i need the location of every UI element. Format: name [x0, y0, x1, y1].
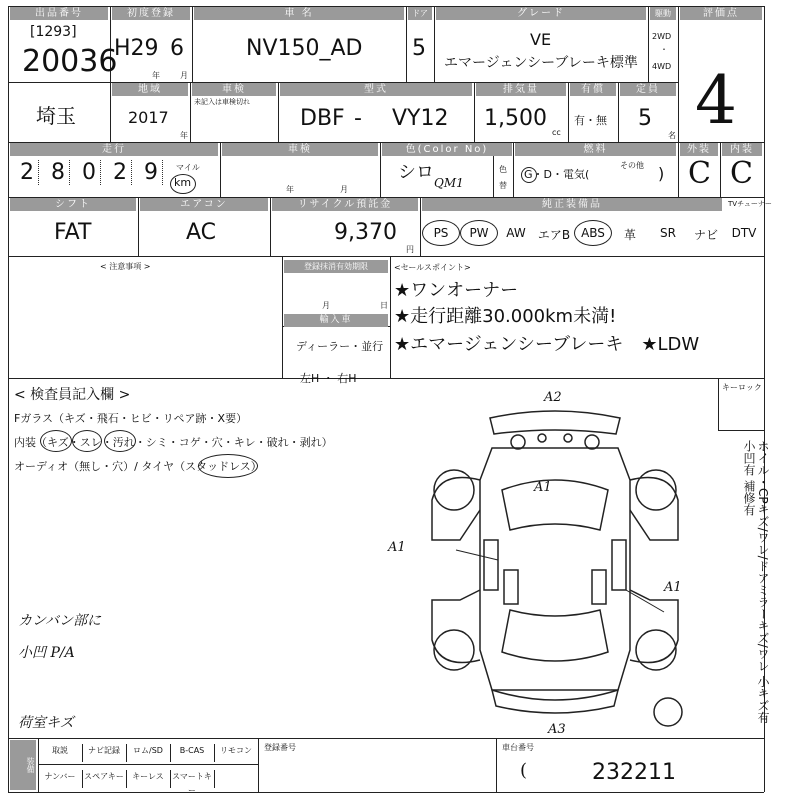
footer-item: 取説	[38, 744, 83, 762]
color-code: QM1	[434, 176, 464, 190]
shaken-month: 月	[340, 185, 348, 194]
footer-item	[214, 770, 259, 788]
scuff-circle	[72, 430, 102, 452]
footer-item: B-CAS	[170, 744, 215, 762]
int-header: 内装	[722, 143, 762, 156]
capacity-header: 定員	[620, 83, 676, 96]
model-header: 車 名	[194, 7, 404, 20]
ext-grade: C	[688, 156, 711, 191]
recycle-header: リサイクル預託金	[272, 198, 418, 211]
inspector-line3: オーディオ（無し・穴）/ タイヤ（スタッドレス）	[14, 460, 262, 473]
sales-point-2: ★走行距離30.000km未満!	[394, 306, 617, 327]
equipment-list	[422, 212, 764, 256]
ac-header: エアコン	[140, 198, 268, 211]
footer-item: スマートキー	[170, 770, 215, 788]
capacity-unit: 名	[668, 131, 676, 140]
lot-header: 出品番号	[10, 7, 108, 20]
shaken-header: 車検	[222, 143, 378, 156]
side-legend: ホイル・CPキズ/ワレ/ドアミラーキズ/ワレ 小キズ有 小凹有 補修有	[742, 440, 770, 724]
mileage-digit: 9	[140, 160, 163, 185]
score-header: 評価点	[680, 7, 762, 20]
first-reg-month-unit: 月	[180, 71, 188, 80]
mileage-digit: 0	[78, 160, 101, 185]
drive-2wd: 2WD	[652, 32, 672, 41]
hand-note-2: 小凹 P/A	[18, 645, 75, 661]
shift: FAT	[54, 220, 92, 245]
first-reg-header: 初度登録	[112, 7, 190, 20]
score-value: 4	[695, 62, 737, 139]
equip-item: PS	[422, 220, 460, 246]
type-prefix: DBF	[300, 106, 345, 131]
chassis-number: 232211	[592, 760, 676, 785]
equip-item: 革	[623, 228, 636, 242]
footer-equip-label: 装備	[10, 740, 36, 790]
region-header: 地域	[112, 83, 188, 96]
km-unit: km	[174, 176, 192, 189]
fuel-header: 燃料	[515, 143, 676, 156]
mark-center: A1	[534, 480, 552, 495]
fuel-other: その他	[620, 161, 644, 170]
drive-dot: ・	[660, 45, 668, 54]
equip-header: 純正装備品	[422, 198, 722, 211]
chassis-prefix: (	[520, 760, 528, 781]
color-side1: 色	[499, 165, 507, 174]
mileage-digit: 2	[16, 160, 39, 185]
fuel-close: )	[658, 164, 665, 183]
grade-line2: エマージェンシーブレーキ標準	[444, 55, 638, 71]
type-dash: -	[354, 106, 362, 131]
color: シロ	[398, 162, 434, 183]
drive-header: 駆動	[650, 7, 676, 20]
reg-no-label: 登録番号	[264, 743, 296, 752]
first-reg-month: 6	[170, 36, 184, 61]
keylock-label: キーロック	[722, 383, 762, 392]
color-header: 色(Color No)	[382, 143, 512, 156]
footer-item: リモコン	[214, 744, 259, 762]
lot-number: 20036	[22, 44, 118, 79]
lot-code: [1293]	[30, 24, 77, 40]
car-diagram	[420, 390, 720, 740]
footer-items-row1	[38, 740, 258, 762]
recycle-fee: 9,370	[334, 220, 397, 245]
displacement: 1,500	[484, 106, 547, 131]
type-code: VY12	[392, 106, 449, 131]
inspector-line2: 内装（キズ・スレ・汚れ・シミ・コゲ・穴・キレ・破れ・剥れ）	[14, 436, 333, 449]
dirt-circle	[104, 430, 136, 452]
grade-header: グレード	[436, 7, 646, 20]
reg-month: 月	[322, 301, 330, 310]
eval-options: 有・無	[574, 114, 607, 127]
int-grade: C	[730, 156, 753, 191]
first-reg-year-unit: 年	[152, 71, 160, 80]
inspection-header: 車検	[192, 83, 276, 96]
caution-label: < 注意事項 >	[100, 262, 151, 271]
caution-label-text: 注意事項	[109, 262, 142, 271]
equip-item: ナビ	[693, 228, 718, 242]
color-side2: 替	[499, 181, 507, 190]
equip-item: AW	[506, 226, 526, 240]
year-unit: 年	[180, 131, 188, 140]
type-header: 型式	[280, 83, 472, 96]
footer-item: キーレス	[126, 770, 171, 788]
footer-item: ロム/SD	[126, 744, 171, 762]
mileage-digits	[16, 160, 176, 190]
footer-items-row2	[38, 766, 258, 795]
recycle-yen: 円	[406, 245, 414, 254]
mile-unit: マイル	[176, 163, 200, 172]
first-reg-era: H29	[114, 36, 159, 61]
equip-item: SR	[660, 226, 676, 240]
studless-circle	[198, 454, 258, 478]
tv-tuner-label: TVチューナー	[728, 200, 772, 208]
mark-top: A2	[544, 390, 562, 405]
hand-note-3: 荷室キズ	[18, 715, 74, 731]
chassis-label: 車台番号	[502, 743, 534, 752]
reg-header: 登録抹消有効期限	[284, 260, 388, 273]
steering-option: 左H ・ 右H	[300, 372, 357, 385]
door-header: ドア	[408, 7, 432, 20]
mileage-header: 走行	[10, 143, 218, 156]
equip-item: DTV	[731, 226, 757, 240]
region: 埼玉	[36, 104, 76, 128]
drive-4wd: 4WD	[652, 62, 672, 71]
footer-item: ナンバー	[38, 770, 83, 788]
equip-item: エアB	[537, 228, 571, 242]
scratch-circle	[40, 430, 72, 452]
inspection-note: 未記入は車検切れ	[194, 98, 250, 106]
sales-label: <セールスポイント>	[394, 263, 471, 272]
displacement-header: 排気量	[476, 83, 566, 96]
ext-header: 外装	[680, 143, 718, 156]
reg-day: 日	[380, 301, 388, 310]
eval-header: 有償	[570, 83, 616, 96]
inspector-title: < 検査員記入欄 >	[14, 387, 131, 403]
footer-item: ナビ記録	[82, 744, 127, 762]
ac: AC	[186, 220, 217, 245]
mileage-digit: 8	[47, 160, 70, 185]
sales-point-3: ★エマージェンシーブレーキ ★LDW	[394, 334, 700, 355]
model-name: NV150_AD	[246, 36, 363, 61]
dealer-option: ディーラー・並行	[296, 340, 384, 353]
shift-header: シフト	[10, 198, 136, 211]
import-header: 輸入車	[284, 314, 388, 327]
mark-bottom: A3	[548, 722, 566, 737]
door-count: 5	[412, 36, 426, 61]
mileage-digit: 2	[109, 160, 132, 185]
displacement-unit: cc	[552, 128, 561, 137]
footer-item: スペアキー	[82, 770, 127, 788]
grade-line1: VE	[530, 30, 552, 49]
year: 2017	[128, 108, 169, 127]
fuel-options: G・D・電気(	[524, 168, 590, 181]
equip-item: ABS	[574, 220, 612, 246]
sales-point-1: ★ワンオーナー	[394, 280, 519, 301]
equip-item: PW	[460, 220, 498, 246]
capacity: 5	[638, 106, 652, 131]
mark-left: A1	[388, 540, 406, 555]
mark-right: A1	[664, 580, 682, 595]
sales-label-text: セールスポイント	[400, 263, 464, 272]
hand-note-1: カンバン部に	[18, 613, 102, 629]
inspector-line1: Fガラス（キズ・飛石・ヒビ・リペア跡・X要）	[14, 412, 248, 425]
shaken-year: 年	[286, 185, 294, 194]
